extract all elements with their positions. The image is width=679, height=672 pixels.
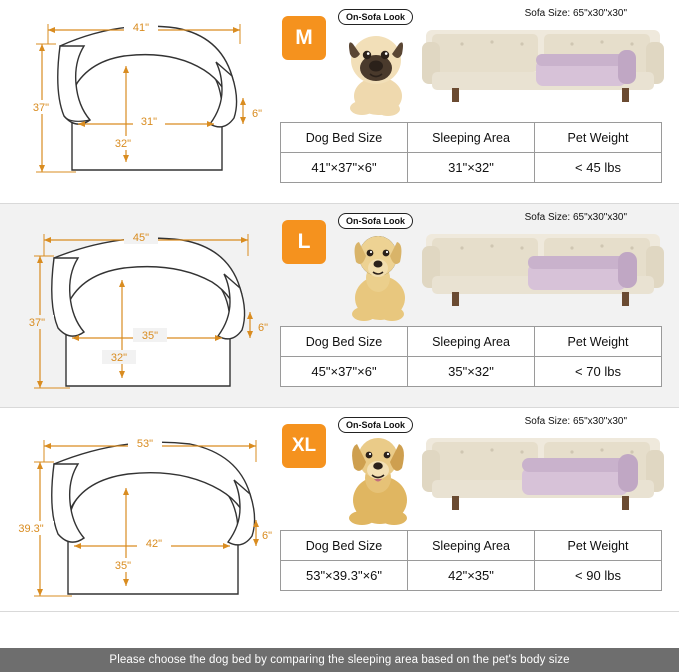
photo-area-m xyxy=(276,6,671,118)
cell-bed-size: 41"×37"×6" xyxy=(281,153,408,183)
spec-table-l xyxy=(280,326,662,387)
bed-diagram-svg-m xyxy=(0,0,272,204)
sofa-photo-m xyxy=(422,20,664,116)
dim-bolster-label: 6" xyxy=(252,108,263,120)
cell-bed-size: 53"×39.3"×6" xyxy=(281,561,408,591)
photo-area-xl xyxy=(276,414,671,526)
bed-diagram-l xyxy=(0,204,272,407)
table-row xyxy=(281,357,662,387)
size-row-xl xyxy=(0,408,679,612)
on-sofa-look-tag-xl: On-Sofa Look xyxy=(338,417,413,433)
dog-photo-m xyxy=(332,22,422,118)
dim-inner-depth-label: 32" xyxy=(110,352,128,364)
cell-sleeping-area: 31"×32" xyxy=(408,153,535,183)
size-badge-l: L xyxy=(282,220,326,264)
sofa-size-label-xl: Sofa Size: 65"x30"x30" xyxy=(524,416,627,427)
header-bed-size: Dog Bed Size xyxy=(281,123,408,153)
spec-table-m xyxy=(280,122,662,183)
dim-inner-depth-label: 32" xyxy=(114,138,132,150)
dim-bolster-label: 6" xyxy=(258,322,269,334)
header-pet-weight: Pet Weight xyxy=(535,531,662,561)
bed-base-outline xyxy=(72,51,222,170)
arrow-right xyxy=(241,237,248,243)
size-badge-xl: XL xyxy=(282,424,326,468)
header-sleeping-area: Sleeping Area xyxy=(408,531,535,561)
arrow-up xyxy=(37,256,43,263)
arrow-right xyxy=(233,27,240,33)
dog-photo-xl xyxy=(332,430,422,526)
dim-width-label: 53" xyxy=(136,438,154,450)
bed-base-outline xyxy=(66,263,230,386)
arrow-down xyxy=(37,589,43,596)
dim-height-label: 37" xyxy=(28,317,46,329)
info-panel-xl xyxy=(272,408,679,611)
arrow-left xyxy=(44,443,51,449)
arrow-left xyxy=(48,27,55,33)
bed-diagram-svg-l xyxy=(0,204,272,408)
dim-width-label: 41" xyxy=(132,22,150,34)
info-panel-l xyxy=(272,204,679,407)
size-row-l xyxy=(0,204,679,408)
dim-inner-width-label: 42" xyxy=(145,538,163,550)
arrow-bolster-up xyxy=(240,98,246,105)
table-header-row xyxy=(281,531,662,561)
dim-width-label: 45" xyxy=(132,232,150,244)
dog-photo-l xyxy=(332,226,422,322)
dim-inner-depth-label: 35" xyxy=(114,560,132,572)
arrow-right xyxy=(249,443,256,449)
arrow-bolster-down xyxy=(253,539,259,546)
photo-area-l xyxy=(276,210,671,322)
header-sleeping-area: Sleeping Area xyxy=(408,327,535,357)
on-sofa-look-tag-m: On-Sofa Look xyxy=(338,9,413,25)
bed-diagram-svg-xl xyxy=(0,408,272,612)
sofa-photo-l xyxy=(422,224,664,320)
header-bed-size: Dog Bed Size xyxy=(281,531,408,561)
info-panel-m xyxy=(272,0,679,203)
sofa-photo-xl xyxy=(422,428,664,524)
arrow-bolster-down xyxy=(240,117,246,124)
arrow-left xyxy=(44,237,51,243)
table-header-row xyxy=(281,327,662,357)
header-bed-size: Dog Bed Size xyxy=(281,327,408,357)
table-header-row xyxy=(281,123,662,153)
table-row xyxy=(281,153,662,183)
size-badge-m: M xyxy=(282,16,326,60)
sofa-size-label-m: Sofa Size: 65"x30"x30" xyxy=(524,8,627,19)
dim-bolster-label: 6" xyxy=(262,530,272,542)
bed-diagram-xl xyxy=(0,408,272,611)
bed-diagram-m xyxy=(0,0,272,203)
on-sofa-look-tag-l: On-Sofa Look xyxy=(338,213,413,229)
cell-pet-weight: < 45 lbs xyxy=(535,153,662,183)
header-pet-weight: Pet Weight xyxy=(535,327,662,357)
arrow-bolster-up xyxy=(247,312,253,319)
cell-pet-weight: < 70 lbs xyxy=(535,357,662,387)
header-pet-weight: Pet Weight xyxy=(535,123,662,153)
size-row-m xyxy=(0,0,679,204)
arrow-down xyxy=(37,381,43,388)
footer-note: Please choose the dog bed by comparing the sleeping area based on the pet's body size xyxy=(0,648,679,672)
bed-base-outline xyxy=(68,471,238,594)
header-sleeping-area: Sleeping Area xyxy=(408,123,535,153)
dim-inner-width-label: 35" xyxy=(141,330,159,342)
cell-sleeping-area: 35"×32" xyxy=(408,357,535,387)
dim-inner-width-label: 31" xyxy=(140,116,158,128)
arrow-bolster-down xyxy=(247,331,253,338)
arrow-up xyxy=(39,44,45,51)
spec-table-xl xyxy=(280,530,662,591)
table-row xyxy=(281,561,662,591)
cell-bed-size: 45"×37"×6" xyxy=(281,357,408,387)
dim-height-label: 39.3" xyxy=(18,523,44,535)
arrow-up xyxy=(37,462,43,469)
sofa-size-label-l: Sofa Size: 65"x30"x30" xyxy=(524,212,627,223)
arrow-down xyxy=(39,165,45,172)
cell-pet-weight: < 90 lbs xyxy=(535,561,662,591)
dim-height-label: 37" xyxy=(32,102,50,114)
cell-sleeping-area: 42"×35" xyxy=(408,561,535,591)
